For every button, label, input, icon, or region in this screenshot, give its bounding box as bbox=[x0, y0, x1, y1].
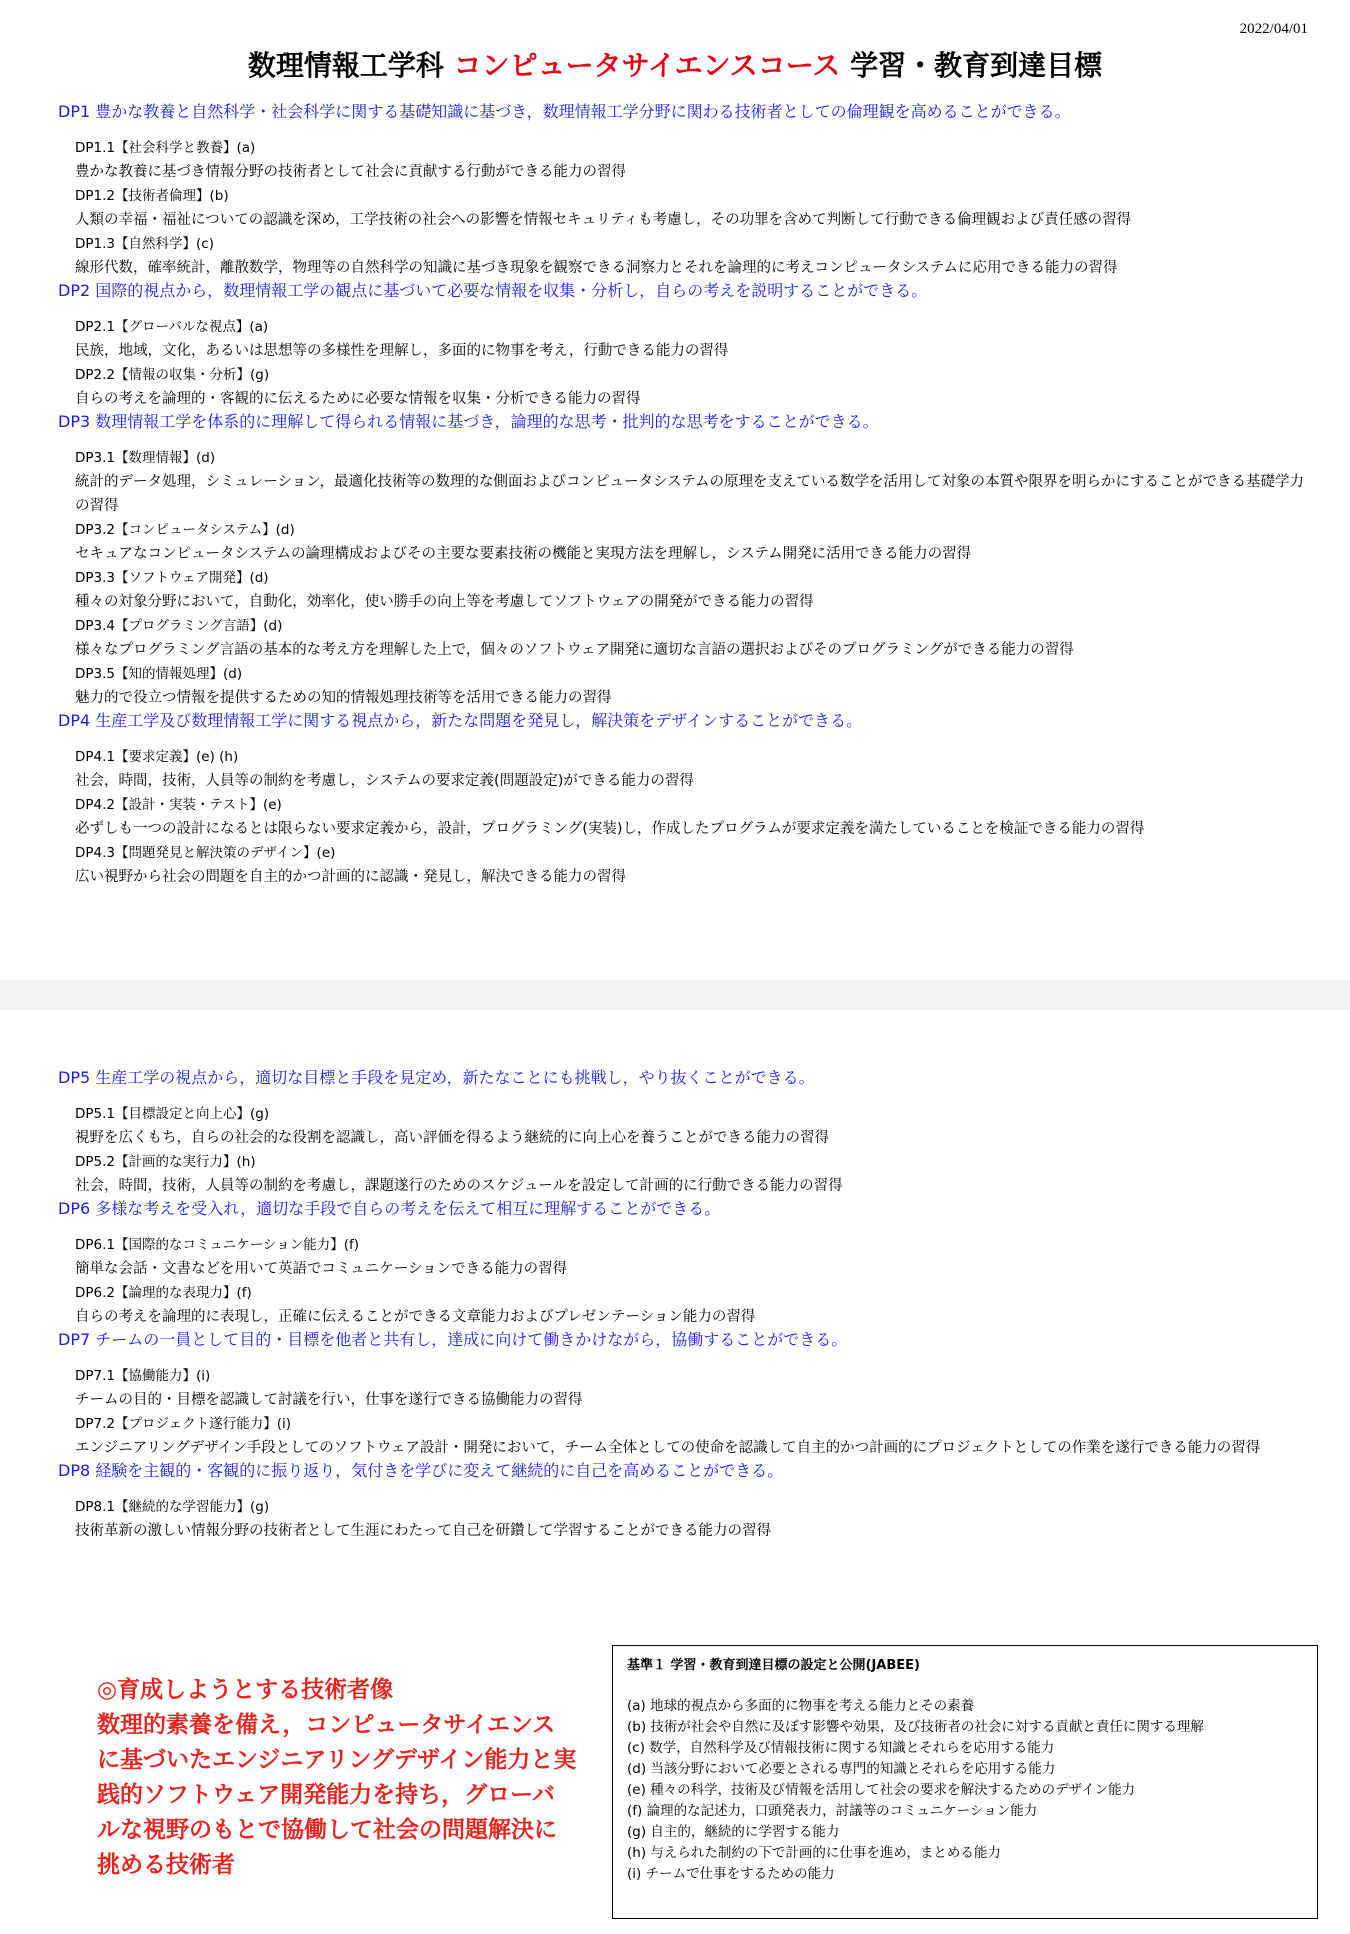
dp8-1-description: 技術革新の激しい情報分野の技術者として生涯にわたって自己を研鑽して学習することができる能力の習得 bbox=[75, 1523, 771, 1539]
dp7-block bbox=[58, 1329, 1308, 1460]
dp4-3-description: 広い視野から社会の問題を自主的かつ計画的に認識・発見し，解決できる能力の習得 bbox=[75, 869, 626, 885]
dp5-items bbox=[58, 1102, 1308, 1198]
jabee-item-i: (i) チームで仕事をするための能力 bbox=[627, 1866, 835, 1882]
title-department: 数理情報工学科 bbox=[247, 49, 444, 82]
jabee-item-b: (b) 技術が社会や自然に及ぼす影響や効果，及び技術者の社会に対する貢献と責任に関する理解 bbox=[627, 1719, 1204, 1735]
dp7-1-label: DP7.1【協働能力】(i) bbox=[75, 1368, 211, 1384]
dp1-1-description: 豊かな教養に基づき情報分野の技術者として社会に貢献する行動ができる能力の習得 bbox=[75, 164, 626, 180]
dp7-heading: DP7 チームの一員として目的・目標を他者と共有し，達成に向けて働きかけながら，協働することができる。 bbox=[58, 1330, 848, 1349]
dp7-1-description: チームの目的・目標を認識して討議を行い，仕事を遂行できる協働能力の習得 bbox=[75, 1392, 583, 1408]
engineer-persona bbox=[97, 1673, 577, 1883]
dp3-4-description: 様々なプログラミング言語の基本的な考え方を理解した上で，個々のソフトウェア開発に適切な言語の選択およびそのプログラミングができる能力の習得 bbox=[75, 642, 1074, 658]
dp4-3-label: DP4.3【問題発見と解決策のデザイン】(e) bbox=[75, 845, 336, 861]
dp2-2-description: 自らの考えを論理的・客観的に伝えるために必要な情報を収集・分析できる能力の習得 bbox=[75, 391, 641, 407]
jabee-title: 基準１ 学習・教育到達目標の設定と公開(JABEE) bbox=[627, 1658, 920, 1673]
dp2-block bbox=[58, 280, 1308, 411]
dp1-heading: DP1 豊かな教養と自然科学・社会科学に関する基礎知識に基づき，数理情報工学分野に関わる技術者としての倫理観を高めることができる。 bbox=[58, 102, 1071, 121]
dp1-block bbox=[58, 101, 1308, 280]
dp1-items bbox=[58, 136, 1308, 280]
dp8-heading: DP8 経験を主観的・客観的に振り返り，気付きを学びに変えて継続的に自己を高めることができる。 bbox=[58, 1461, 784, 1480]
dp4-items bbox=[58, 745, 1308, 889]
jabee-item-h: (h) 与えられた制約の下で計画的に仕事を進め，まとめる能力 bbox=[627, 1845, 1001, 1861]
dp3-5-label: DP3.5【知的情報処理】(d) bbox=[75, 666, 243, 682]
dp8-items bbox=[58, 1495, 1308, 1543]
jabee-item-f: (f) 論理的な記述力，口頭発表力，討議等のコミュニケーション能力 bbox=[627, 1803, 1038, 1819]
dp3-items bbox=[58, 446, 1308, 710]
dp2-1-label: DP2.1【グローバルな視点】(a) bbox=[75, 319, 269, 335]
dp4-block bbox=[58, 710, 1308, 889]
jabee-item-e: (e) 種々の科学，技術及び情報を活用して社会の要求を解決するためのデザイン能力 bbox=[627, 1782, 1136, 1798]
dp5-block bbox=[58, 1067, 1308, 1198]
dp6-2-description: 自らの考えを論理的に表現し，正確に伝えることができる文章能力およびプレゼンテーション能力の習得 bbox=[75, 1309, 756, 1325]
dp1-2-label: DP1.2【技術者倫理】(b) bbox=[75, 188, 229, 204]
jabee-criteria-box bbox=[612, 1645, 1318, 1919]
dp-section-page-2 bbox=[58, 1067, 1308, 1543]
dp6-1-description: 簡単な会話・文書などを用いて英語でコミュニケーションできる能力の習得 bbox=[75, 1261, 568, 1277]
dp5-1-description: 視野を広くもち，自らの社会的な役割を認識し，高い評価を得るよう継続的に向上心を養うことができる能力の習得 bbox=[75, 1130, 829, 1146]
dp3-3-description: 種々の対象分野において，自動化，効率化，使い勝手の向上等を考慮してソフトウェアの開発ができる能力の習得 bbox=[75, 594, 814, 610]
dp3-4-label: DP3.4【プログラミング言語】(d) bbox=[75, 618, 283, 634]
document-title bbox=[0, 44, 1350, 84]
dp2-heading: DP2 国際的視点から，数理情報工学の観点に基づいて必要な情報を収集・分析し，自らの考えを説明することができる。 bbox=[58, 281, 928, 300]
jabee-item-a: (a) 地球的視点から多面的に物事を考える能力とその素養 bbox=[627, 1698, 975, 1714]
dp3-1-label: DP3.1【数理情報】(d) bbox=[75, 450, 216, 466]
dp4-heading: DP4 生産工学及び数理情報工学に関する視点から，新たな問題を発見し，解決策をデザインすることができる。 bbox=[58, 711, 863, 730]
dp5-2-description: 社会，時間，技術，人員等の制約を考慮し，課題遂行のためのスケジュールを設定して計画的に行動できる能力の習得 bbox=[75, 1178, 843, 1194]
jabee-criteria-list bbox=[627, 1696, 1303, 1885]
document-date: 2022/04/01 bbox=[1239, 21, 1308, 37]
dp8-block bbox=[58, 1460, 1308, 1543]
dp7-2-label: DP7.2【プロジェクト遂行能力】(i) bbox=[75, 1416, 292, 1432]
dp1-3-label: DP1.3【自然科学】(c) bbox=[75, 236, 214, 252]
dp6-1-label: DP6.1【国際的なコミュニケーション能力】(f) bbox=[75, 1237, 359, 1253]
jabee-item-c: (c) 数学，自然科学及び情報技術に関する知識とそれらを応用する能力 bbox=[627, 1740, 1055, 1756]
persona-title: ◎育成しようとする技術者像 bbox=[97, 1677, 394, 1703]
page-gap bbox=[0, 980, 1350, 1010]
dp6-items bbox=[58, 1233, 1308, 1329]
dp3-5-description: 魅力的で役立つ情報を提供するための知的情報処理技術等を活用できる能力の習得 bbox=[75, 690, 612, 706]
dp6-2-label: DP6.2【論理的な表現力】(f) bbox=[75, 1285, 252, 1301]
dp3-3-label: DP3.3【ソフトウェア開発】(d) bbox=[75, 570, 269, 586]
dp6-heading: DP6 多様な考えを受入れ，適切な手段で自らの考えを伝えて相互に理解することができる。 bbox=[58, 1199, 721, 1218]
dp4-2-label: DP4.2【設計・実装・テスト】(e) bbox=[75, 797, 282, 813]
dp1-3-description: 線形代数，確率統計，離散数学，物理等の自然科学の知識に基づき現象を観察できる洞察力とそれを論理的に考えコンピュータシステムに応用できる能力の習得 bbox=[75, 260, 1118, 276]
dp2-items bbox=[58, 315, 1308, 411]
dp3-block bbox=[58, 411, 1308, 710]
dp5-1-label: DP5.1【目標設定と向上心】(g) bbox=[75, 1106, 270, 1122]
dp-section-page-1 bbox=[58, 101, 1308, 889]
dp1-1-label: DP1.1【社会科学と教養】(a) bbox=[75, 140, 256, 156]
dp4-1-description: 社会，時間，技術，人員等の制約を考慮し，システムの要求定義(問題設定)ができる能力の習得 bbox=[75, 773, 694, 789]
dp7-items bbox=[58, 1364, 1308, 1460]
dp2-1-description: 民族，地域，文化，あるいは思想等の多様性を理解し，多面的に物事を考え，行動できる能力の習得 bbox=[75, 343, 729, 359]
persona-body: 数理的素養を備え，コンピュータサイエンスに基づいたエンジニアリングデザイン能力と実践的ソフトウェア開発能力を持ち，グローバルな視野のもとで協働して社会の問題解決に挑める技術者 bbox=[97, 1712, 577, 1878]
jabee-item-g: (g) 自主的，継続的に学習する能力 bbox=[627, 1824, 840, 1840]
dp3-2-label: DP3.2【コンピュータシステム】(d) bbox=[75, 522, 295, 538]
dp4-2-description: 必ずしも一つの設計になるとは限らない要求定義から，設計，プログラミング(実装)し，作成したプログラムが要求定義を満たしていることを検証できる能力の習得 bbox=[75, 821, 1145, 837]
dp2-2-label: DP2.2【情報の収集・分析】(g) bbox=[75, 367, 270, 383]
title-course: コンピュータサイエンスコース bbox=[453, 49, 841, 82]
dp6-block bbox=[58, 1198, 1308, 1329]
dp8-1-label: DP8.1【継続的な学習能力】(g) bbox=[75, 1499, 270, 1515]
dp1-2-description: 人類の幸福・福祉についての認識を深め，工学技術の社会への影響を情報セキュリティも考慮し，その功罪を含めて判断して行動できる倫理観および責任感の習得 bbox=[75, 212, 1132, 228]
dp7-2-description: エンジニアリングデザイン手段としてのソフトウェア設計・開発において，チーム全体としての使命を認識して自主的かつ計画的にプロジェクトとしての作業を遂行できる能力の習得 bbox=[75, 1440, 1261, 1456]
jabee-item-d: (d) 当該分野において必要とされる専門的知識とそれらを応用する能力 bbox=[627, 1761, 1056, 1777]
dp5-heading: DP5 生産工学の視点から，適切な目標と手段を見定め，新たなことにも挑戦し，やり抜くことができる。 bbox=[58, 1068, 815, 1087]
dp3-2-description: セキュアなコンピュータシステムの論理構成およびその主要な要素技術の機能と実現方法を理解し，システム開発に活用できる能力の習得 bbox=[75, 546, 972, 562]
dp3-heading: DP3 数理情報工学を体系的に理解して得られる情報に基づき，論理的な思考・批判的な思考をすることができる。 bbox=[58, 412, 879, 431]
title-suffix: 学習・教育到達目標 bbox=[850, 49, 1103, 82]
dp4-1-label: DP4.1【要求定義】(e) (h) bbox=[75, 749, 239, 765]
dp3-1-description: 統計的データ処理，シミュレーション，最適化技術等の数理的な側面およびコンピュータシステムの原理を支えている数学を活用して対象の本質や限界を明らかにすることができる基礎学力の習得 bbox=[75, 474, 1305, 514]
dp5-2-label: DP5.2【計画的な実行力】(h) bbox=[75, 1154, 256, 1170]
